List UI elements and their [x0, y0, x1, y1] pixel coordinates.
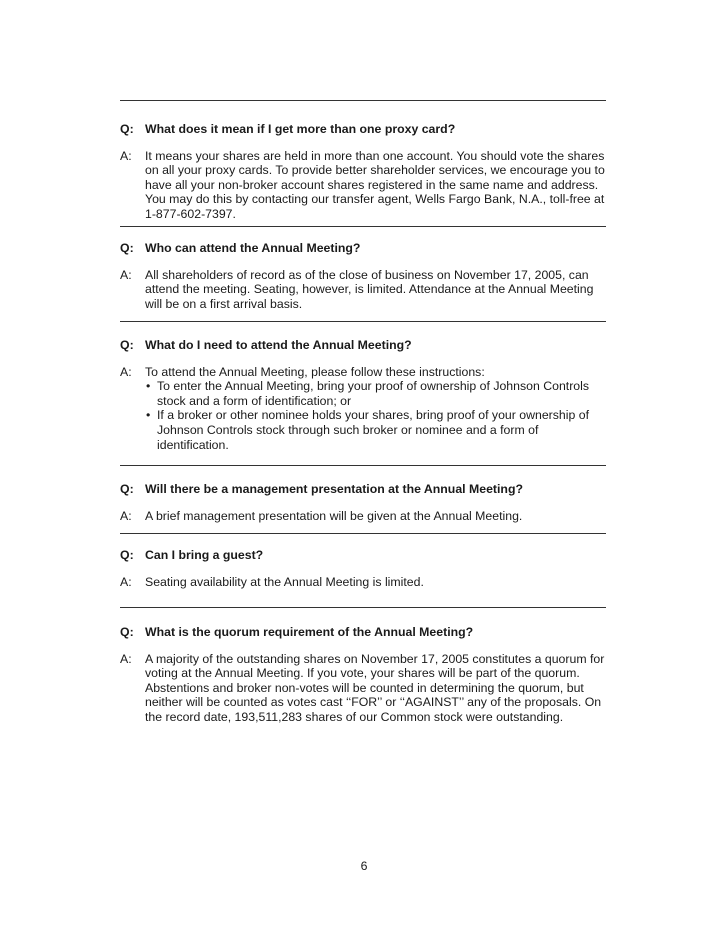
list-item-text: If a broker or other nominee holds your shares, bring proof of your ownership of Johnson Controls stock through such broker or nominee and a form of identification.: [157, 408, 589, 452]
divider: [120, 533, 606, 534]
answer-label: A:: [120, 364, 132, 379]
question: [120, 338, 606, 353]
answer-label: A:: [120, 508, 132, 523]
question-text: Will there be a management presentation at the Annual Meeting?: [145, 482, 523, 496]
question-label: Q:: [120, 625, 134, 639]
divider: [120, 100, 606, 101]
answer: [120, 652, 606, 725]
divider: [120, 465, 606, 466]
answer-label: A:: [120, 267, 132, 282]
question-label: Q:: [120, 338, 134, 352]
qa-quorum: [120, 625, 606, 725]
answer-text: It means your shares are held in more than one account. You should vote the shares on all your proxy cards. To provide better shareholder services, we encourage you to have all your non-broker account shares registered in the same name and address. You may do this by contacting our transfer agent, Wells Fargo Bank, N.A., toll-free at 1-877-602-7397.: [145, 148, 605, 221]
question: [120, 625, 606, 640]
question: [120, 482, 606, 497]
answer-label: A:: [120, 148, 132, 163]
answer-text: A brief management presentation will be given at the Annual Meeting.: [145, 508, 523, 523]
question-text: What do I need to attend the Annual Meeting?: [145, 338, 412, 352]
qa-bring-guest: [120, 548, 606, 589]
question-text: Can I bring a guest?: [145, 548, 264, 562]
qa-proxy-cards: [120, 122, 606, 222]
answer: [120, 365, 606, 380]
answer: [120, 268, 606, 312]
question-label: Q:: [120, 241, 134, 255]
answer-label: A:: [120, 574, 132, 589]
page-number: 6: [360, 859, 368, 873]
divider: [120, 321, 606, 322]
answer: [120, 149, 606, 222]
question: [120, 548, 606, 563]
question-label: Q:: [120, 482, 134, 496]
qa-management-presentation: [120, 482, 606, 523]
list-item: [120, 379, 606, 408]
question-text: What does it mean if I get more than one proxy card?: [145, 122, 456, 136]
question-text: Who can attend the Annual Meeting?: [145, 241, 361, 255]
question-label: Q:: [120, 122, 134, 136]
instruction-list: [120, 379, 606, 452]
answer-label: A:: [120, 651, 132, 666]
qa-who-can-attend: [120, 241, 606, 311]
answer: [120, 575, 606, 590]
question: [120, 122, 606, 137]
question: [120, 241, 606, 256]
list-item: [120, 408, 606, 452]
list-item-text: To enter the Annual Meeting, bring your proof of ownership of Johnson Controls stock and a form of identification; or: [157, 379, 590, 408]
answer-text: A majority of the outstanding shares on November 17, 2005 constitutes a quorum for voting at the Annual Meeting. If you vote, your shares will be part of the quorum. Abstentions and broker non-votes will be counted in determining the quorum, but neither will be counted as votes cast ‘‘FOR’’ or ‘‘AGAINST’’ any of the proposals. On the record date, 193,511,283 shares of our Common stock were outstanding.: [145, 651, 605, 724]
qa-what-to-attend: [120, 338, 606, 452]
answer-text: To attend the Annual Meeting, please follow these instructions:: [145, 364, 485, 379]
answer-text: Seating availability at the Annual Meeting is limited.: [145, 574, 424, 589]
answer-text: All shareholders of record as of the close of business on November 17, 2005, can attend the meeting. Seating, however, is limited. Attendance at the Annual Meeting will be on a first arrival basis.: [145, 267, 594, 311]
bullet-icon: •: [146, 408, 151, 423]
question-label: Q:: [120, 548, 134, 562]
divider: [120, 226, 606, 227]
divider: [120, 607, 606, 608]
answer: [120, 509, 606, 524]
bullet-icon: •: [146, 379, 151, 394]
question-text: What is the quorum requirement of the Annual Meeting?: [145, 625, 474, 639]
